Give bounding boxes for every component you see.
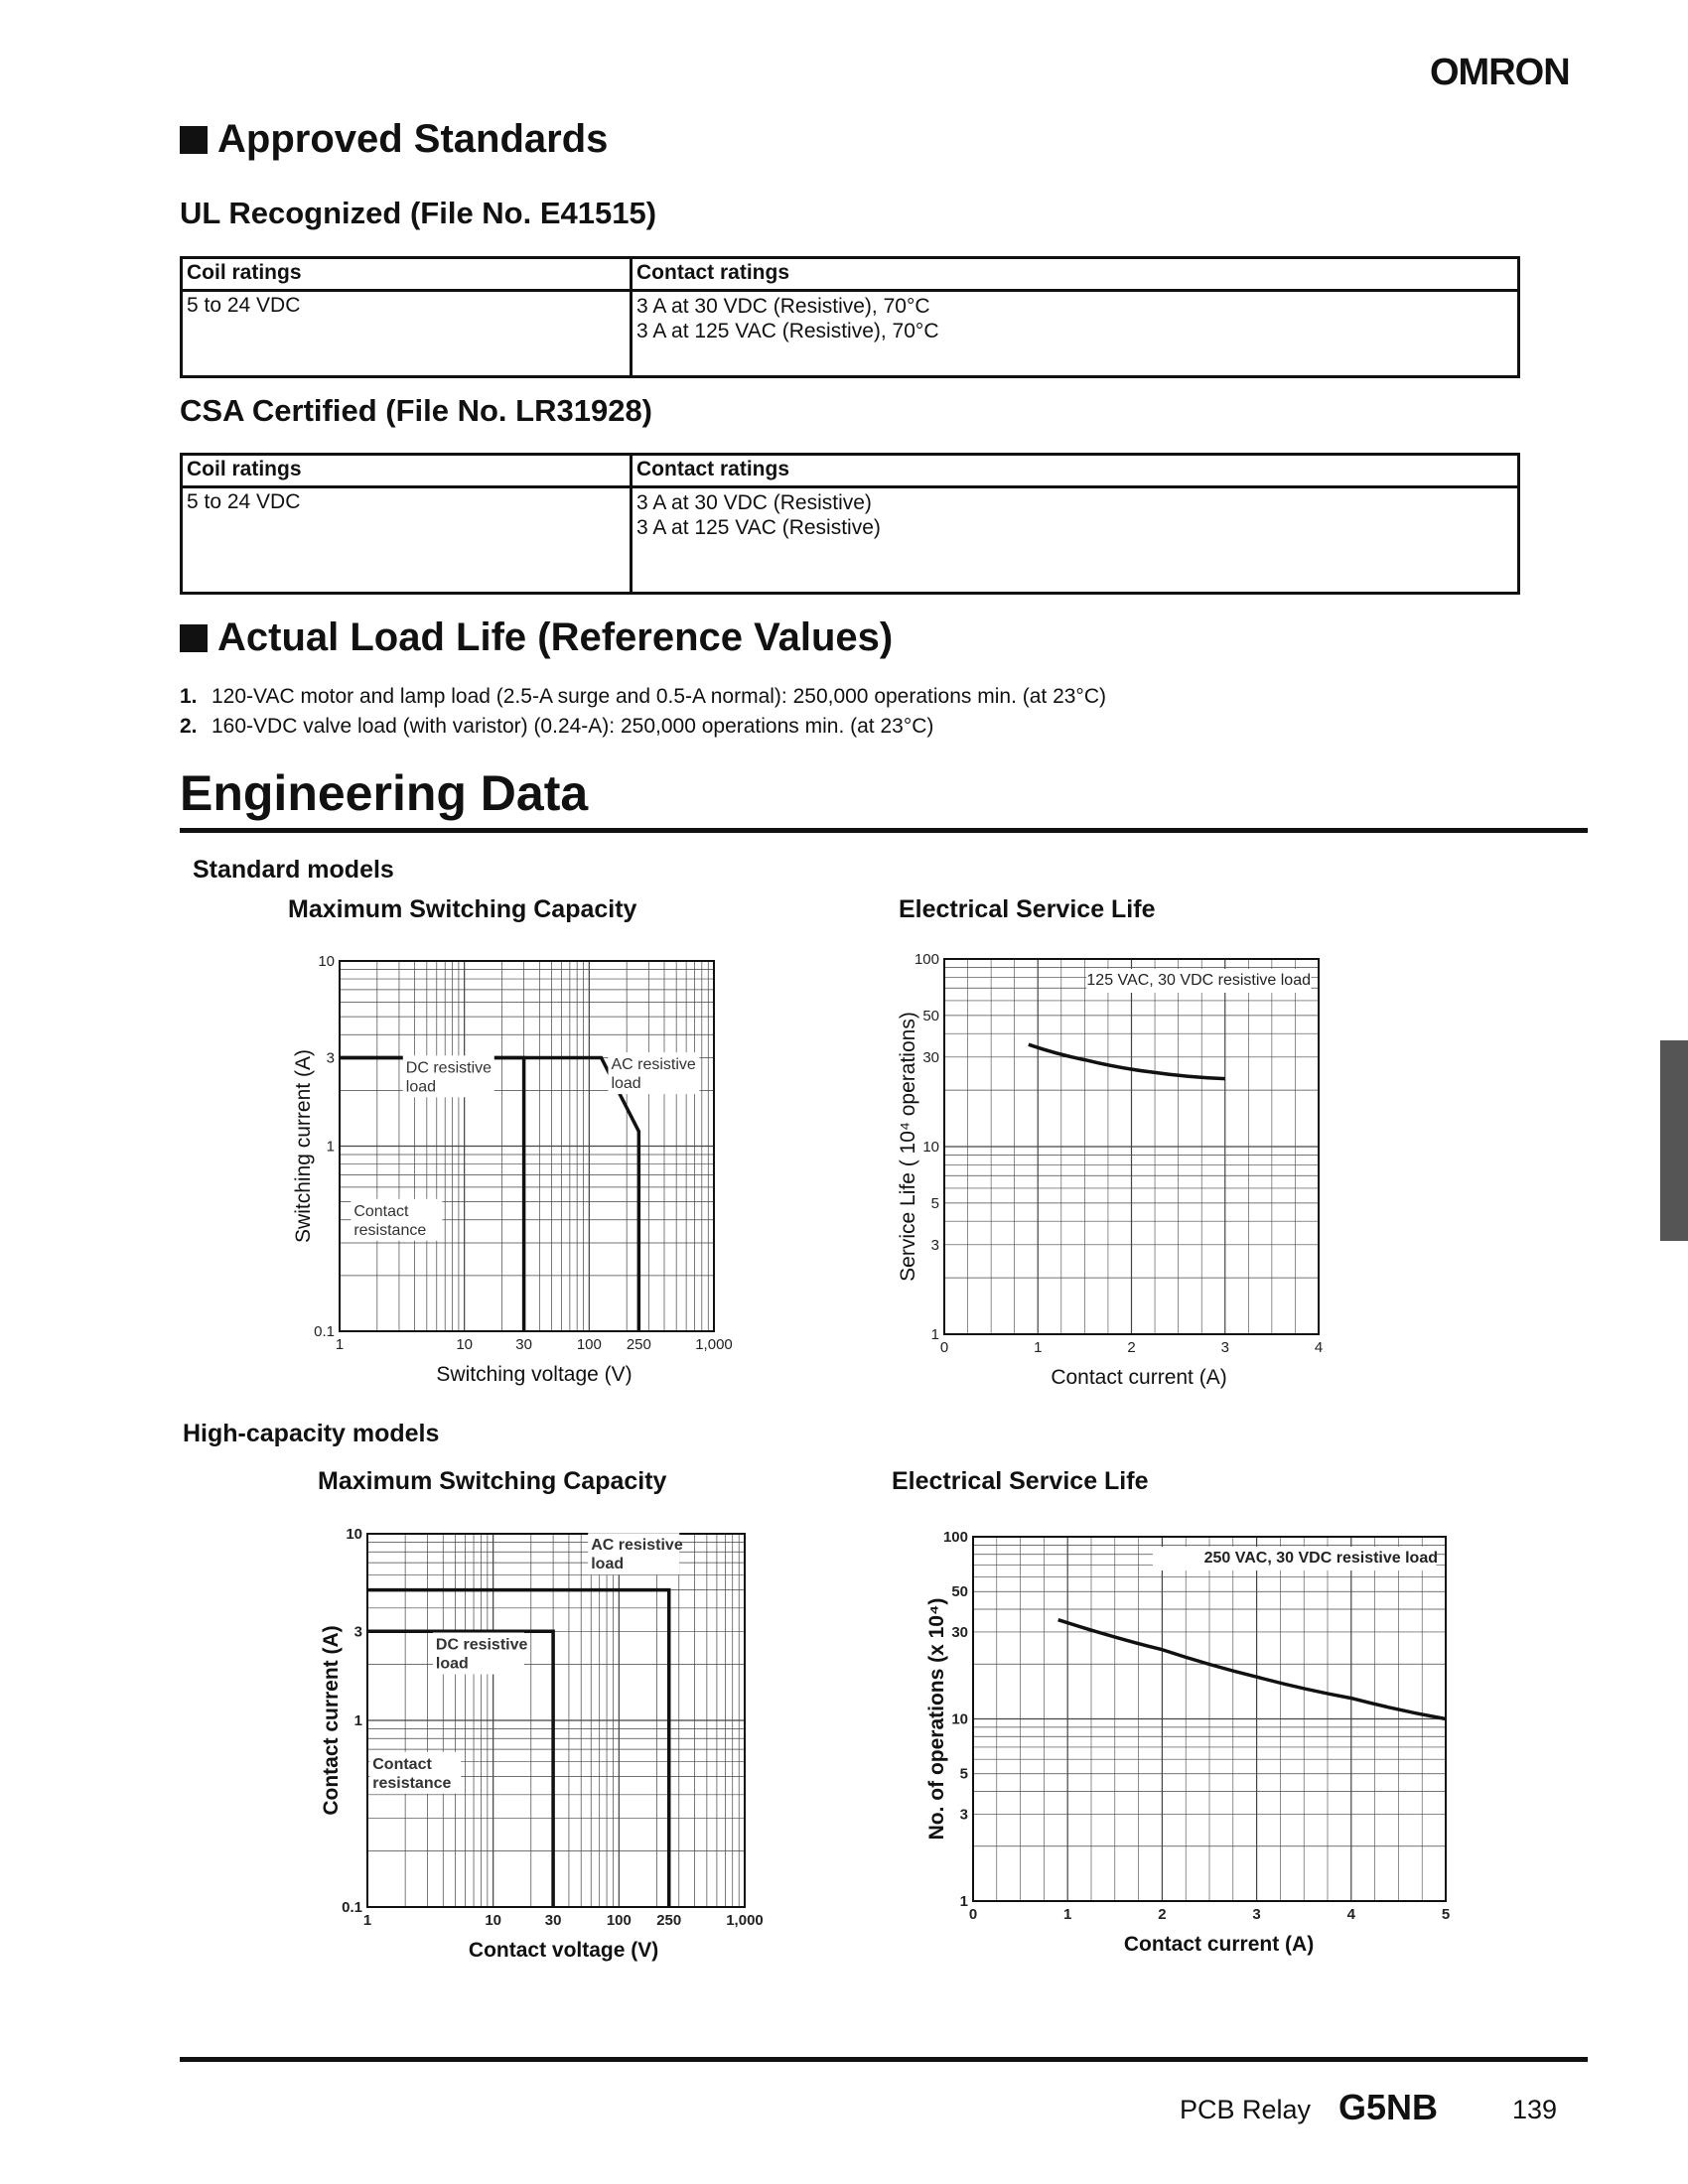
ul-coil-value: 5 to 24 VDC	[182, 291, 632, 377]
x-tick-label: 3	[1252, 1906, 1261, 1923]
x-tick-label: 2	[1127, 1339, 1136, 1356]
y-tick-label: 0.1	[314, 1323, 335, 1340]
series-label: 125 VAC, 30 VDC resistive load	[1086, 972, 1311, 989]
x-axis-label: Switching voltage (V)	[436, 1363, 633, 1386]
x-tick-label: 1	[335, 1336, 345, 1353]
csa-coil-value: 5 to 24 VDC	[182, 487, 632, 594]
annotation-label: Contact	[372, 1755, 432, 1773]
annotation-label: DC resistive	[435, 1636, 528, 1654]
y-tick-label: 3	[353, 1623, 362, 1641]
csa-coil-header: Coil ratings	[182, 455, 632, 487]
annotation-label: AC resistive	[591, 1537, 683, 1555]
y-tick-label: 3	[959, 1806, 968, 1824]
ul-contact-header: Contact ratings	[632, 258, 1519, 291]
y-tick-label: 100	[942, 1529, 968, 1546]
series-line	[340, 1058, 641, 1331]
y-tick-label: 10	[951, 1710, 968, 1728]
annotation-label: DC resistive	[405, 1059, 492, 1077]
y-tick-label: 3	[930, 1236, 939, 1254]
csa-heading: CSA Certified (File No. LR31928)	[180, 393, 653, 428]
x-tick-label: 10	[456, 1336, 474, 1353]
annotation-label: Contact	[353, 1202, 409, 1220]
footer-rule	[180, 2057, 1588, 2062]
annotation-label: load	[405, 1078, 437, 1096]
x-tick-label: 30	[544, 1912, 562, 1929]
annotation-label: AC resistive	[611, 1056, 696, 1074]
engineering-data-heading: Engineering Data	[180, 765, 589, 821]
x-tick-label: 250	[626, 1336, 651, 1353]
omron-logo: OMRON	[1430, 52, 1570, 93]
load-life-item: 1. 120-VAC motor and lamp load (2.5-A surge and 0.5-A normal): 250,000 operations min. (at 23°C)	[180, 685, 1106, 708]
y-tick-label: 1	[353, 1712, 362, 1729]
annotation-label: resistance	[372, 1774, 452, 1792]
x-tick-label: 10	[485, 1912, 502, 1929]
x-tick-label: 1,000	[695, 1336, 733, 1353]
footer-model: G5NB	[1338, 2087, 1439, 2127]
csa-contact-values: 3 A at 30 VDC (Resistive) 3 A at 125 VAC (Resistive)	[632, 487, 1519, 594]
x-tick-label: 0	[968, 1906, 978, 1923]
x-tick-label: 4	[1314, 1339, 1324, 1356]
load-life-item: 2. 160-VDC valve load (with varistor) (0.24-A): 250,000 operations min. (at 23°C)	[180, 715, 934, 738]
y-tick-label: 100	[914, 951, 939, 968]
y-tick-label: 3	[326, 1049, 335, 1067]
x-tick-label: 1	[1063, 1906, 1072, 1923]
chart-title: Electrical Service Life	[899, 895, 1156, 923]
x-tick-label: 3	[1220, 1339, 1229, 1356]
x-tick-label: 4	[1346, 1906, 1355, 1923]
y-tick-label: 10	[922, 1139, 939, 1156]
y-tick-label: 1	[959, 1893, 968, 1910]
standard-models-label: Standard models	[193, 856, 394, 884]
y-tick-label: 5	[959, 1765, 968, 1783]
footer-page-number: 139	[1512, 2095, 1558, 2124]
x-tick-label: 250	[656, 1912, 682, 1929]
annotation-label: load	[611, 1075, 641, 1093]
annotation-label: resistance	[353, 1221, 427, 1239]
x-tick-label: 5	[1441, 1906, 1451, 1923]
x-tick-label: 30	[515, 1336, 532, 1353]
series-line	[340, 1058, 524, 1331]
high-capacity-models-label: High-capacity models	[183, 1420, 440, 1447]
y-tick-label: 10	[346, 1526, 362, 1543]
x-tick-label: 2	[1158, 1906, 1167, 1923]
chart-title: Maximum Switching Capacity	[288, 895, 637, 923]
chart-title: Electrical Service Life	[892, 1467, 1149, 1495]
x-axis-label: Contact current (A)	[1123, 1933, 1315, 1956]
x-axis-label: Contact voltage (V)	[468, 1939, 659, 1962]
chart-title: Maximum Switching Capacity	[318, 1467, 667, 1495]
x-tick-label: 1	[362, 1912, 372, 1929]
y-tick-label: 0.1	[342, 1899, 362, 1916]
y-axis-label: No. of operations (x 10⁴)	[925, 1597, 948, 1841]
y-axis-label: Switching current (A)	[292, 1049, 315, 1243]
y-tick-label: 5	[930, 1194, 939, 1212]
y-tick-label: 30	[922, 1048, 939, 1066]
load-life-heading: Actual Load Life (Reference Values)	[180, 615, 893, 660]
x-tick-label: 1,000	[726, 1912, 764, 1929]
y-axis-label: Contact current (A)	[320, 1625, 343, 1816]
y-tick-label: 50	[922, 1007, 939, 1024]
y-tick-label: 10	[318, 953, 335, 970]
y-axis-label: Service Life ( 10⁴ operations)	[897, 1012, 919, 1282]
annotation-label: load	[591, 1556, 625, 1573]
csa-contact-header: Contact ratings	[632, 455, 1519, 487]
y-tick-label: 1	[326, 1138, 335, 1156]
x-tick-label: 1	[1034, 1339, 1043, 1356]
x-axis-label: Contact current (A)	[1051, 1366, 1227, 1389]
series-line	[1029, 1044, 1225, 1078]
x-tick-label: 100	[576, 1336, 602, 1353]
ul-heading: UL Recognized (File No. E41515)	[180, 196, 657, 230]
footer-product-type: PCB Relay	[1180, 2095, 1312, 2124]
series-label: 250 VAC, 30 VDC resistive load	[1203, 1550, 1438, 1567]
series-line	[1058, 1620, 1446, 1719]
y-tick-label: 1	[930, 1326, 939, 1343]
x-tick-label: 100	[606, 1912, 632, 1929]
y-tick-label: 30	[951, 1623, 968, 1641]
annotation-label: load	[435, 1655, 469, 1673]
y-tick-label: 50	[951, 1583, 968, 1601]
x-tick-label: 0	[939, 1339, 949, 1356]
side-index-tab	[1660, 1040, 1688, 1241]
ul-contact-values: 3 A at 30 VDC (Resistive), 70°C 3 A at 125 VAC (Resistive), 70°C	[632, 291, 1519, 377]
ul-coil-header: Coil ratings	[182, 258, 632, 291]
approved-standards-heading: Approved Standards	[180, 117, 608, 162]
